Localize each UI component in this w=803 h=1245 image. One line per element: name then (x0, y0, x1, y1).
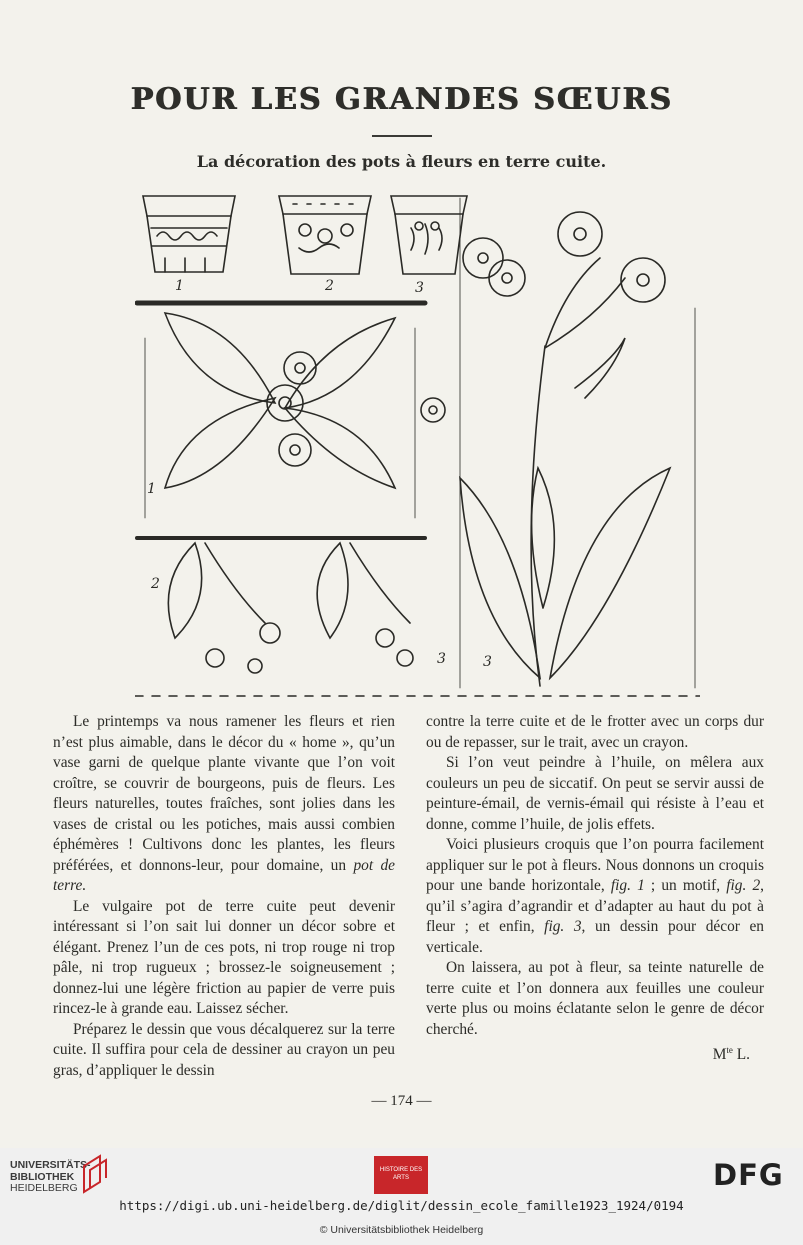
flower-pot-illustration (135, 188, 700, 703)
fig-label: 3 (415, 280, 424, 296)
pot-figure-2 (279, 196, 371, 274)
source-url[interactable]: https://digi.ub.uni-heidelberg.de/diglit/dessin_ecole_famille1923_1924/0194 (119, 1198, 684, 1213)
title-rule (372, 135, 432, 137)
right-column (426, 712, 764, 1066)
paragraph: Le printemps va nous ramener les fleurs et rien n’est plus aimable, dans le décor du « home », qu’un vase garni de quelque plante vivante que l’on voit croître, se couvrir de bourgeons, puis de fleurs. Les fleurs naturelles, toutes fraîches, sont jolies dans les vases de cristal ou les potiches, mais aussi combien éphémères ! Cultivons donc les plantes, les fleurs préférées, et donnons-leur, pour domaine, un pot de terre. (53, 713, 395, 894)
paragraph: Si l’on veut peindre à l’huile, on mêlera aux couleurs un peu de siccatif. On peut se servir aussi de peinture-émail, de vernis-émail qui résiste à l’eau et donne, comme l’huile, de jolis effets. (426, 754, 764, 833)
fig-label: 1 (175, 278, 184, 294)
paragraph: contre la terre cuite et de le frotter avec un corps dur ou de repasser, sur le trait, avec un crayon. (426, 713, 764, 751)
pot-figure-1 (143, 196, 235, 272)
article-subtitle: La décoration des pots à fleurs en terre cuite. (196, 152, 607, 171)
fig-label: 3 (437, 651, 446, 667)
copyright-notice: © Universitätsbibliothek Heidelberg (319, 1224, 484, 1236)
signature: $M^{te}$ L. (712, 1045, 750, 1064)
fig-label: 2 (151, 576, 160, 592)
fig-label: 2 (325, 278, 334, 294)
left-column (53, 712, 395, 1081)
library-logo-mark (80, 1152, 112, 1196)
viewer-footer (0, 1148, 803, 1245)
dfg-logo[interactable]: DFG (713, 1158, 784, 1192)
page-title: POUR LES GRANDES SŒURS (130, 82, 673, 117)
paragraph: Préparez le dessin que vous décalquerez sur la terre cuite. Il suffira pour cela de dessiner au crayon un peu gras, d’appliquer le dessin (53, 1020, 395, 1079)
collection-logo[interactable]: HISTOIRE DES ARTS (374, 1156, 428, 1194)
paragraph: Voici plusieurs croquis que l’on pourra facilement appliquer sur le pot à fleurs. Nous donnons un croquis pour une bande horizontale, fig. 1 ; un motif, fig. 2, qu’il s’agira d’agrandir et d’adapter au haut du pot à fleur ; et enfin, fig. 3, un dessin pour décor en verticale. (426, 836, 765, 956)
paragraph: On laissera, au pot à fleur, sa teinte naturelle de terre cuite et l’on donnera aux feuilles une couleur verte plus ou moins éclatante selon le genre de décor cherché. (426, 959, 764, 1038)
fig-label: 3 (483, 654, 492, 670)
paragraph: Le vulgaire pot de terre cuite peut devenir intéressant si l’on sait lui donner un décor sobre et élégant. Prenez l’un de ces pots, ni trop rouge ni trop pâle, ni trop rugueux ; brossez-le soigneusement ; donnez-lui une légère friction au papier de verre puis rincez-le à grande eau. Laissez sécher. (53, 897, 395, 1017)
fig-label: 1 (147, 481, 156, 497)
library-logo[interactable]: UNIVERSITÄTS- BIBLIOTHEK HEIDELBERG (10, 1159, 91, 1194)
page-number: — 174 — (371, 1093, 432, 1109)
pot-figure-3 (391, 196, 467, 274)
